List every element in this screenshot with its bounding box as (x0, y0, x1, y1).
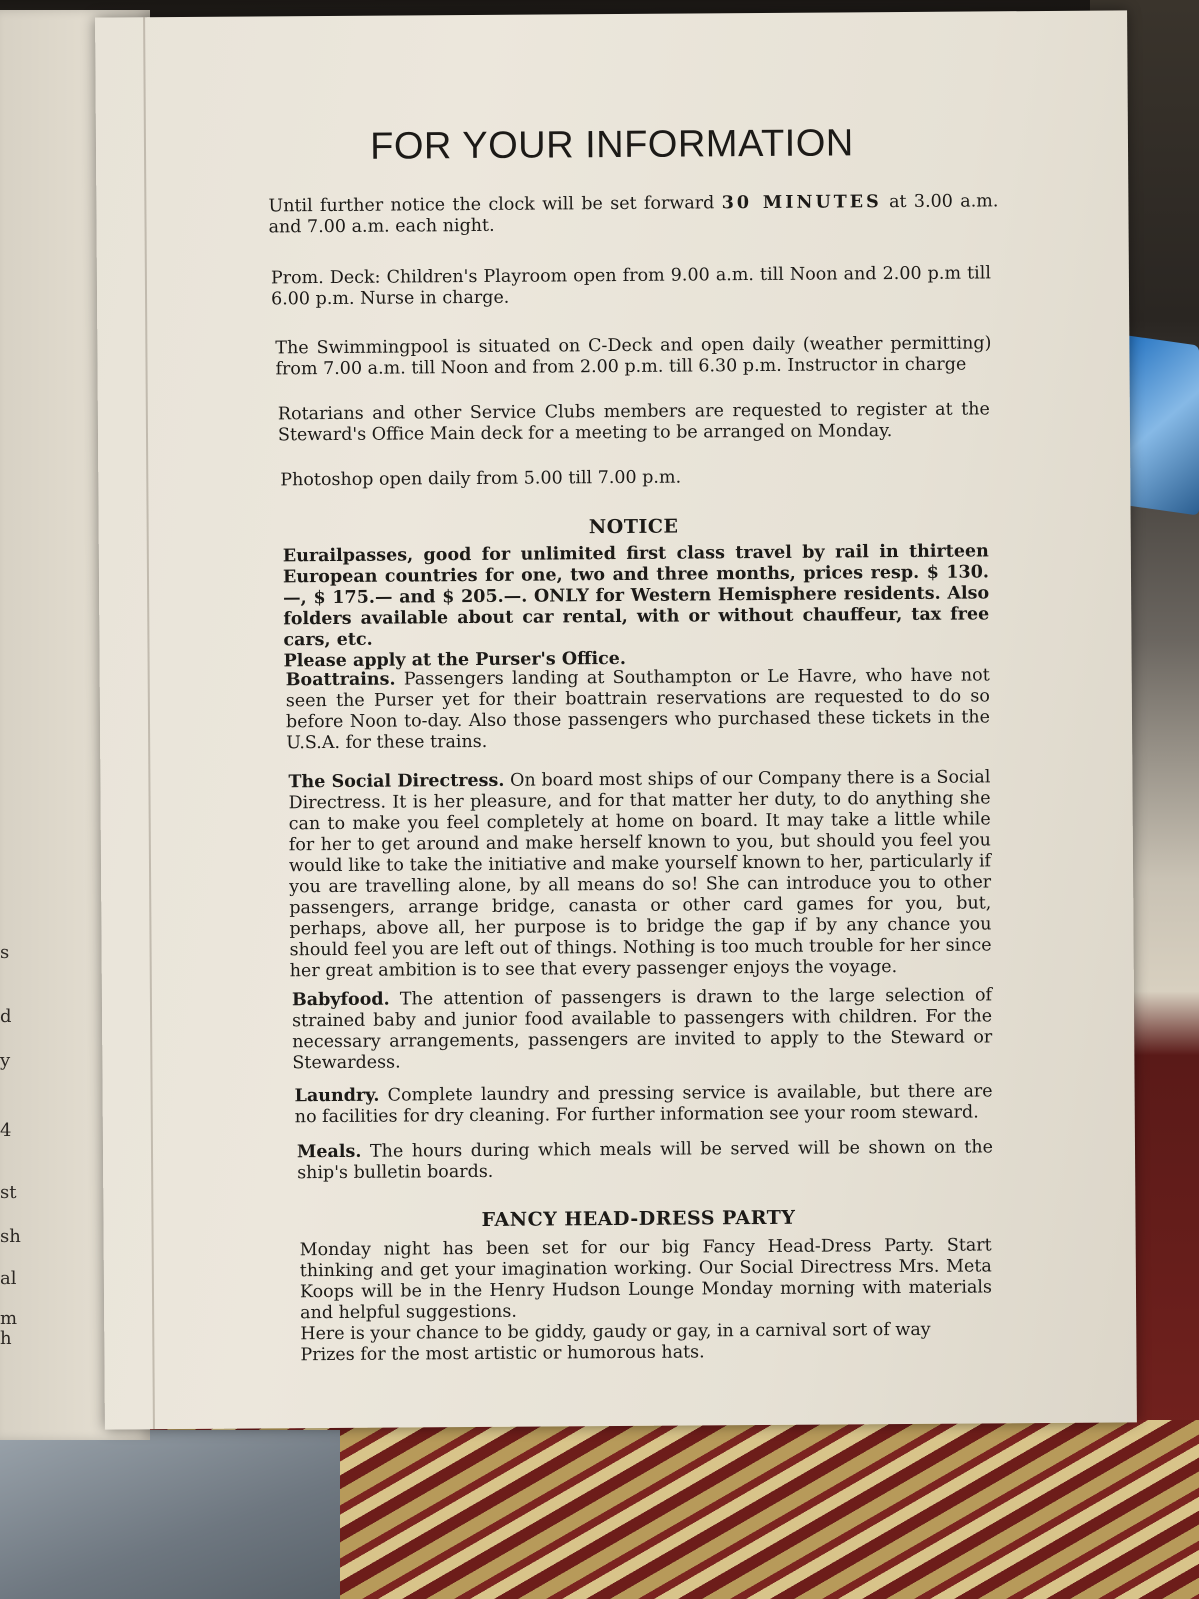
left-fragment: y (0, 1050, 11, 1071)
pool-notice: The Swimmingpool is situated on C-Deck and open daily (weather permitting) from 7.00 a.m. till Noon and from 2.00 p.m. till 6.30 p.m. Instructor in charge (275, 333, 992, 380)
babyfood-text: The attention of passengers is drawn to the large selection of strained baby and junior food available to passengers with children. For the necessary arrangements, passengers are invited to apply to the Steward or Stewardess. (292, 985, 993, 1074)
left-fragment: al (0, 1268, 17, 1289)
clock-text-after: at 3.00 a.m. and 7.00 a.m. each night. (268, 191, 999, 238)
boattrains-text: Passengers landing at Southampton or Le Havre, who have not seen the Purser yet for their boattrain reservations are requested to do so before Noon to-day. Also those passengers who purchased these tickets in the U.S.A. for these trains. (285, 665, 991, 754)
left-fragment: st (0, 1182, 17, 1203)
party-line-3: Prizes for the most artistic or humorous hats. (300, 1342, 705, 1366)
laundry-label: Laundry. (294, 1085, 380, 1107)
page-title: FOR YOUR INFORMATION (370, 122, 854, 168)
left-fragment: h (0, 1328, 12, 1349)
notice-heading: NOTICE (588, 515, 679, 539)
background-stone (0, 1430, 340, 1599)
information-sheet (95, 10, 1137, 1429)
left-fragment: m (0, 1308, 18, 1329)
meals-notice (297, 1137, 993, 1184)
eurail-apply: Please apply at the Purser's Office. (283, 648, 627, 672)
eurail-text: Eurailpasses, good for unlimited first class travel by rail in thirteen European countries for one, two and three months, prices resp. $ 130.—, $ 175.— and $ 205.—. ONLY for Western Hemisphere residents. Also folders available about car rental, with or without chauffeur, tax free cars, etc. (282, 541, 990, 651)
eurail-notice (283, 541, 990, 672)
laundry-text: Complete laundry and pressing service is available, but there are no facilities for dry cleaning. For further information see your room steward. (294, 1081, 993, 1128)
photoshop-notice: Photoshop open daily from 5.00 till 7.00 p.m. (280, 467, 682, 491)
rotarians-notice: Rotarians and other Service Clubs members are requested to register at the Steward's Office Main deck for a meeting to be arranged on Monday. (277, 399, 990, 446)
babyfood-notice (292, 985, 993, 1074)
boattrains-notice (286, 665, 991, 754)
directress-text: On board most ships of our Company there is a Social Directress. It is her pleasure, and for that matter her duty, to do anything she can to make you feel completely at home on board. It may take a little while for her to get around and make herself known to you, but should you feel you would like to take the initiative and make yourself known to her, particularly if you are travelling alone, by all means do so! She can introduce you to other passengers, arrange bridge, canasta or other card games for you, but, perhaps, above all, her purpose is to bridge the gap if by any chance you should feel you are left out of things. Nothing is too much trouble for her since her great ambition is to see that every passenger enjoys the voyage. (288, 767, 992, 982)
playroom-notice: Prom. Deck: Children's Playroom open from 9.00 a.m. till Noon and 2.00 p.m till 6.00 p.m. Nurse in charge. (270, 263, 991, 310)
left-fragment: 4 (0, 1120, 12, 1141)
clock-text-before: Until further notice the clock will be set forward (268, 193, 722, 217)
directress-label: The Social Directress. (288, 770, 505, 793)
laundry-notice (295, 1081, 993, 1128)
boattrains-label: Boattrains. (285, 669, 396, 691)
party-line-2: Here is your chance to be giddy, gaudy or gay, in a carnival sort of way (300, 1319, 931, 1345)
babyfood-label: Babyfood. (291, 989, 390, 1011)
left-fragment: s (0, 942, 10, 963)
meals-label: Meals. (296, 1141, 362, 1163)
clock-emphasis: 30 MINUTES (721, 192, 882, 214)
party-heading: FANCY HEAD-DRESS PARTY (481, 1206, 796, 1231)
clock-notice (268, 191, 998, 238)
party-text: Monday night has been set for our big Fancy Head-Dress Party. Start thinking and get your imagination working. Our Social Directress Mrs. Meta Koops will be in the Henry Hudson Lounge Monday morning with materials and helpful suggestions. (299, 1235, 993, 1324)
background-screen (1120, 334, 1199, 515)
left-fragment: d (0, 1006, 12, 1027)
party-notice (300, 1235, 993, 1366)
left-fragment: sh (0, 1226, 21, 1247)
directress-notice (288, 767, 991, 982)
meals-text: The hours during which meals will be served will be shown on the ship's bulletin boards. (297, 1137, 994, 1184)
